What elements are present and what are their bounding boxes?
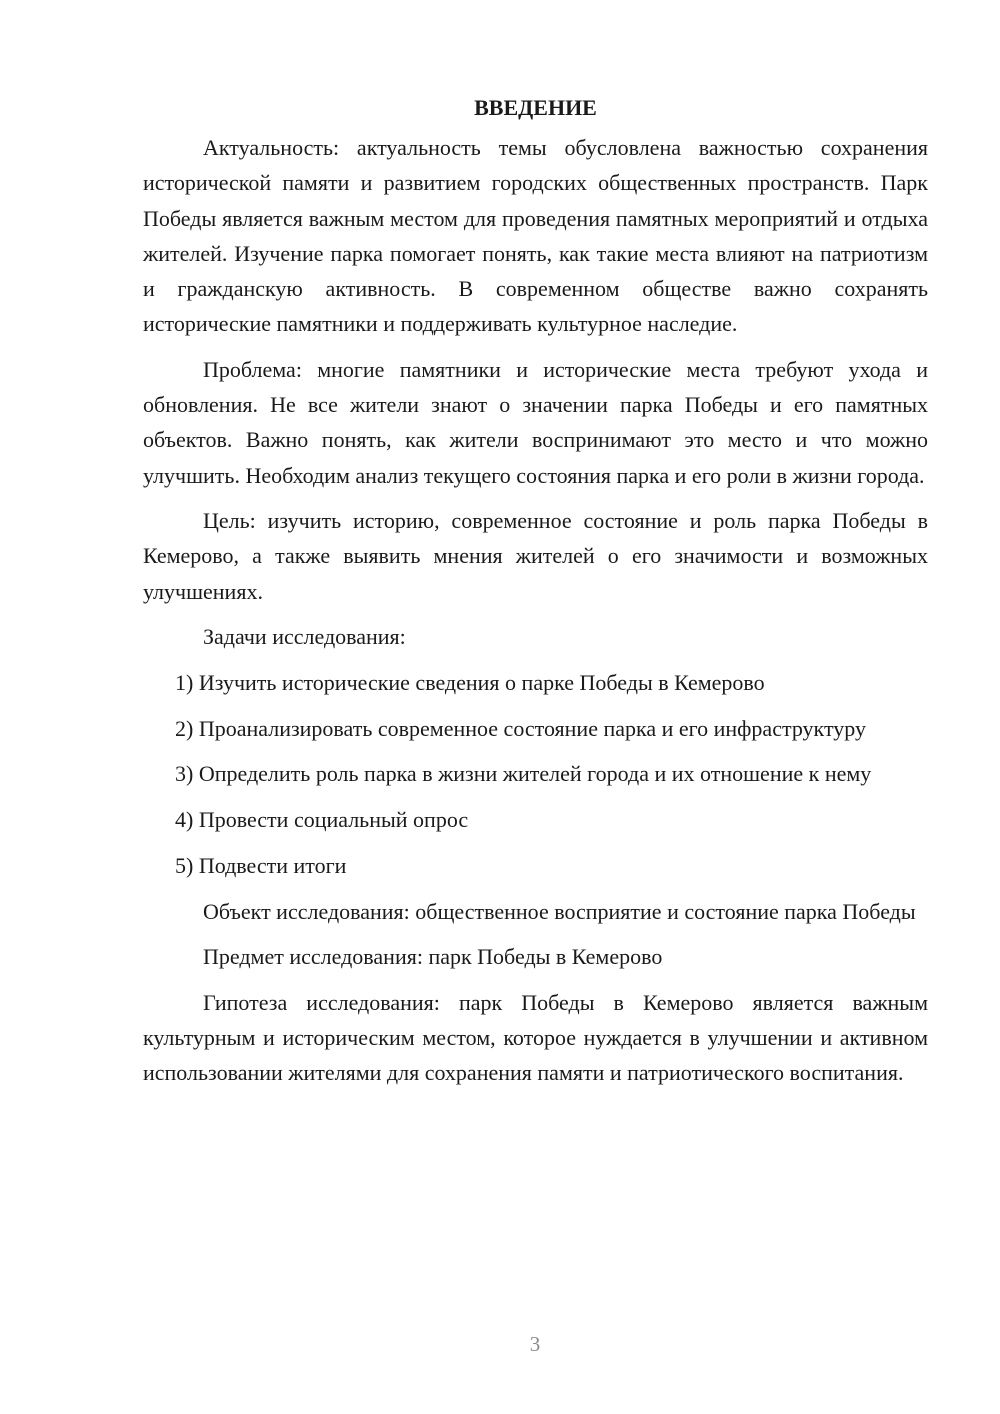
paragraph-hypothesis: Гипотеза исследования: парк Победы в Кемерово является важным культурным и историческим местом, которое нуждается в улучшении и активном использовании жителями для сохранения памяти и патриотического воспитания. [143, 989, 928, 1086]
paragraph-problem: Проблема: многие памятники и исторические места требуют ухода и обновления. Не все жители знают о значении парка Победы и его памятных объектов. Важно понять, как жители воспринимают это место и что можно улучшить. Необходим анализ текущего состояния парка и его роли в жизни города. [143, 356, 928, 488]
task-item-5: 5) Подвести итоги [175, 852, 347, 878]
paragraph-goal: Цель: изучить историю, современное состояние и роль парка Победы в Кемерово, а также выявить мнения жителей о его значимости и возможных улучшениях. [143, 508, 928, 604]
task-item-1: 1) Изучить исторические сведения о парке Победы в Кемерово [175, 670, 765, 696]
document-page [143, 90, 928, 1101]
task-item-4: 4) Провести социальный опрос [175, 807, 469, 833]
task-item-2: 2) Проанализировать современное состояние парка и его инфраструктуру [175, 715, 866, 741]
paragraph-tasks-heading: Задачи исследования: [203, 624, 406, 650]
section-title: ВВЕДЕНИЕ [474, 95, 597, 120]
paragraph-subject: Предмет исследования: парк Победы в Кемерово [203, 944, 663, 970]
paragraph-object: Объект исследования: общественное восприятие и состояние парка Победы [203, 898, 916, 924]
paragraph-relevance: Актуальность: актуальность темы обусловлена важностью сохранения исторической памяти и развитием городских общественных пространств. Парк Победы является важным местом для проведения памятных мероприятий и отдыха жителей. Изучение парка помогает понять, как такие места влияют на патриотизм и гражданскую активность. В современном обществе важно сохранять исторические памятники и поддерживать культурное наследие. [143, 135, 928, 337]
page-number: 3 [529, 1332, 541, 1356]
task-item-3: 3) Определить роль парка в жизни жителей города и их отношение к нему [175, 761, 872, 787]
